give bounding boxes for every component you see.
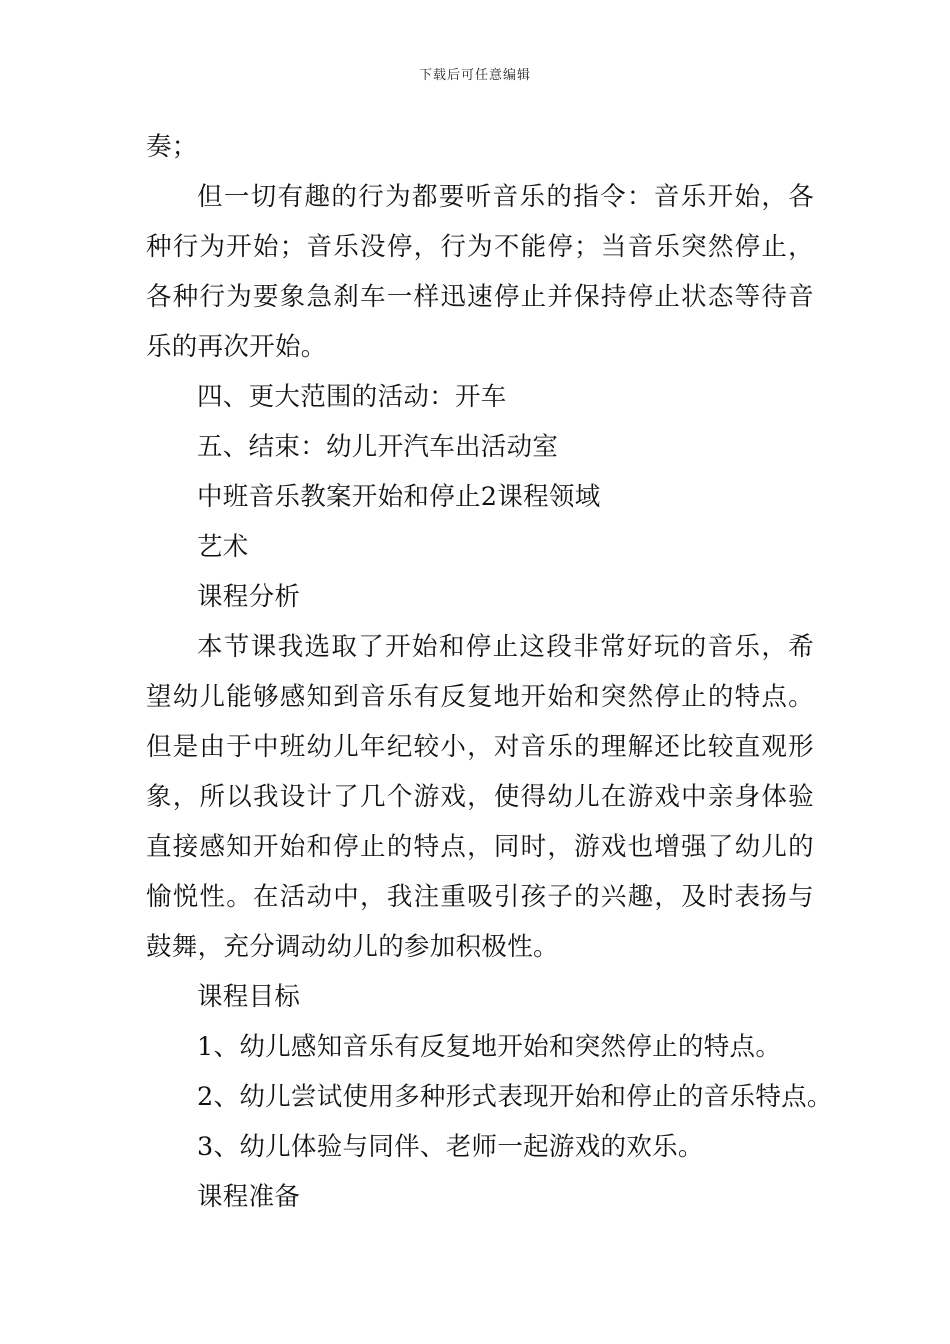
paragraph-step-four: 四、更大范围的活动：开车 <box>197 382 507 412</box>
paragraph-step-five: 五、结束：幼儿开汽车出活动室 <box>197 432 559 462</box>
paragraph-domain-art: 艺术 <box>197 532 249 562</box>
goal-item-2: 2、幼儿尝试使用多种形式表现开始和停止的音乐特点。 <box>197 1082 833 1112</box>
heading-course-preparation: 课程准备 <box>197 1182 301 1212</box>
paragraph-course-analysis: 本节课我选取了开始和停止这段非常好玩的音乐，希望幼儿能够感知到音乐有反复地开始和突然停止的特点。但是由于中班幼儿年纪较小，对音乐的理解还比较直观形象，所以我设计了几个游戏，使得幼儿在游戏中亲身体验直接感知开始和停止的特点，同时，游戏也增强了幼儿的愉悦性。在活动中，我注重吸引孩子的兴趣，及时表扬与鼓舞，充分调动幼儿的参加积极性。 <box>146 632 814 962</box>
document-body <box>146 122 833 1222</box>
goal-item-1: 1、幼儿感知音乐有反复地开始和突然停止的特点。 <box>197 1032 782 1062</box>
heading-course-goals: 课程目标 <box>197 982 301 1012</box>
paragraph-continuation: 奏； <box>146 132 198 162</box>
section-title-lesson-2: 中班音乐教案开始和停止2课程领域 <box>197 482 601 512</box>
page-header: 下载后可任意编辑 <box>418 68 531 83</box>
goal-item-3: 3、幼儿体验与同伴、老师一起游戏的欢乐。 <box>197 1132 704 1162</box>
paragraph-music-rules: 但一切有趣的行为都要听音乐的指令：音乐开始，各种行为开始；音乐没停，行为不能停；当音乐突然停止，各种行为要象急刹车一样迅速停止并保持停止状态等待音乐的再次开始。 <box>146 182 814 362</box>
heading-course-analysis: 课程分析 <box>197 582 301 612</box>
